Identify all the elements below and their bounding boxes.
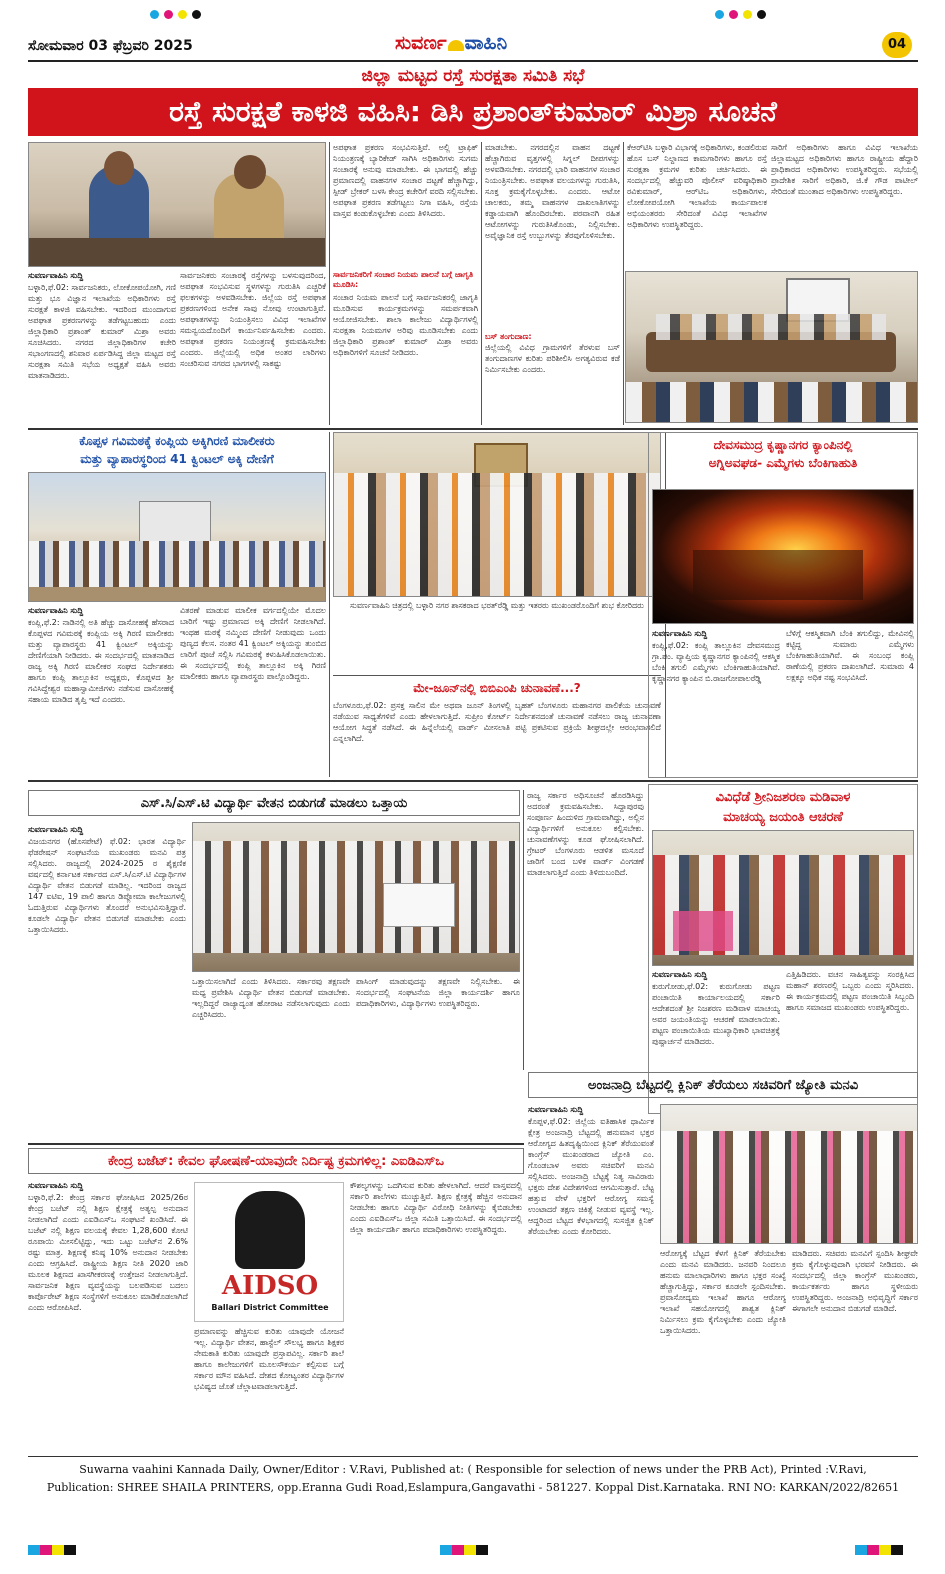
felicitation-photo [333, 432, 661, 597]
scholarship-col-2: ಒತ್ತಾಯಿಸಲಾಗಿದೆ ಎಂದು ತಿಳಿಸಿದರು. ಸರ್ಕಾರವು ತಕ್ಷಣವೇ ಮಧ್ಯ ಪ್ರವೇಶಿಸಿ ವಿದ್ಯಾರ್ಥಿ ವೇತನ ಬಿಡುಗಡೆ ಮಾಡಬೇಕು. ಇಲ್ಲದಿದ್ದರೆ ರಾಜ್ಯಾದ್ಯಂತ ಹೋರಾಟ ನಡೆಸಲಾಗುವುದು ಎಂದು ಎಚ್ಚರಿಸಿದರು. [192, 977, 350, 1019]
scholarship-col-4: ರಾಜ್ಯ ಸರ್ಕಾರ ಅಧಿಸೂಚನೆ ಹೊರಡಿಸಿದ್ದು ಅದರಂತೆ ಕ್ರಮವಹಿಸಬೇಕು. ಸಿದ್ದಾಪುರವು ಸಂಪೂರ್ಣ ಹಿಂದುಳಿದ ಗ್ರಾಮವಾಗಿದ್ದು, ಅಲ್ಲಿನ ವಿದ್ಯಾರ್ಥಿಗಳಿಗೆ ಅನುಕೂಲ ಕಲ್ಪಿಸಬೇಕು. ಚುನಾವಣೆಗಳನ್ನು ಕೂಡ ಘೋಷಿಸಲಾಗಿದೆ. ಗ್ರೇಟರ್ ಬೆಂಗಳೂರು ಆಡಳಿತ ಮಸೂದೆ ಜಾರಿಗೆ ಬಂದ ಬಳಿಕ ವಾರ್ಡ್ ವಿಂಗಡಣೆ ಮಾಡಲಾಗುತ್ತಿದೆ ಎಂದು ತಿಳಿದುಬಂದಿದೆ. [527, 791, 644, 877]
scholarship-col-3: ಪಾಸಿಂಗ್ ಮಾಡುವುದನ್ನು ತಕ್ಷಣವೇ ನಿಲ್ಲಿಸಬೇಕು. ಈ ಸಂದರ್ಭದಲ್ಲಿ ಸಂಘಟನೆಯ ಜಿಲ್ಲಾ ಕಾರ್ಯದರ್ಶಿ ಹಾಗೂ ಪದಾಧಿಕಾರಿಗಳು, ವಿದ್ಯಾರ್ಥಿಗಳು ಉಪಸ್ಥಿತರಿದ್ದರು. [356, 977, 520, 1008]
aidso-logo-subtext: Ballari District Committee [211, 1303, 329, 1312]
lead-col-5: ಕೆಆರ್‌ಟಿಸಿ ಬಳ್ಳಾರಿ ವಿಭಾಗಕ್ಕೆ ಅಧಿಕಾರಿಗಳು, ಕಂಡಲಿರುವ ಹೊಸ ಬಸ್ ನಿಲ್ದಾಣದ ಕಾಮಗಾರಿಗಳು ಹಾಗೂ ರಸ್ತೆ ಸುರಕ್ಷತಾ ಕ್ರಮಗಳ ಕುರಿತು ಚರ್ಚಿಸಿದರು. ಈ ಸಂದರ್ಭದಲ್ಲಿ ಹೆಚ್ಚುವರಿ ಪೊಲೀಸ್ ವರಿಷ್ಠಾಧಿಕಾರಿ ರವಿಕುಮಾರ್, ಆರ್‌ಟಿಒ ಅಧಿಕಾರಿಗಳು, ಲೋಕೋಪಯೋಗಿ ಇಲಾಖೆಯ ಕಾರ್ಯಪಾಲಕ ಅಭಿಯಂತರರು ಸೇರಿದಂತೆ ವಿವಿಧ ಇಲಾಖೆಗಳ ಅಧಿಕಾರಿಗಳು ಉಪಸ್ಥಿತರಿದ್ದರು. [627, 143, 767, 229]
lead-col-1: ಬಳ್ಳಾರಿ,ಫೆ.02: ಸಾರ್ವಜನಿಕರು, ಲೋಕೋಪಯೋಗಿ, ಗಣಿ ಮತ್ತು ಭೂ ವಿಜ್ಞಾನ ಇಲಾಖೆಯ ಅಧಿಕಾರಿಗಳು ರಸ್ತೆ ಸುರಕ್ಷತೆ ಕಾಳಜಿ ವಹಿಸಬೇಕು. ಇದರಿಂದ ಮುಂದಾಗುವ ಅಪಘಾತ ಪ್ರಕರಣಗಳನ್ನು ತಡೆಗಟ್ಟಬಹುದು ಎಂದು ಜಿಲ್ಲಾಧಿಕಾರಿ ಪ್ರಶಾಂತ್ ಕುಮಾರ್ ಮಿಶ್ರಾ ಅವರು ಸೂಚಿಸಿದರು. ನಗರದ ಜಿಲ್ಲಾಧಿಕಾರಿಗಳ ಕಚೇರಿ ಸಭಾಂಗಣದಲ್ಲಿ ಶನಿವಾರ ಏರ್ಪಡಿಸಿದ್ದ ಜಿಲ್ಲಾ ಮಟ್ಟದ ರಸ್ತೆ ಸುರಕ್ಷತಾ ಸಮಿತಿ ಸಭೆಯ ಅಧ್ಯಕ್ಷತೆ ವಹಿಸಿ ಅವರು ಮಾತನಾಡಿದರು. [28, 283, 176, 380]
budget-credit: ಸುವರ್ಣವಾಹಿನಿ ಸುದ್ದಿ [28, 1181, 84, 1190]
newspaper-logo: ಸುವರ್ಣ ವಾಹಿನಿ [395, 32, 508, 54]
color-bar-left [28, 1545, 76, 1555]
registration-dots [150, 10, 201, 19]
felicitation-caption: ಸುವರ್ಣವಾಹಿನಿ ಚಿತ್ರದಲ್ಲಿ ಬಳ್ಳಾರಿ ನಗರ ಶಾಸಕರಾದ ಭರತ್‌ರೆಡ್ಡಿ ಮತ್ತು ಇತರರು ಮುಖಂಡರೊಂದಿಗೆ ಶುಭ ಕೋರಿದರು [350, 601, 644, 610]
anjanadri-col-1: ಕೊಪ್ಪಳ,ಫೆ.02: ಜಿಲ್ಲೆಯ ಐತಿಹಾಸಿಕ ಧಾರ್ಮಿಕ ಕ್ಷೇತ್ರ ಅಂಜನಾದ್ರಿ ಬೆಟ್ಟದಲ್ಲಿ ಹನುಮಾನ ಭಕ್ತರ ಆರೋಗ್ಯದ ಹಿತದೃಷ್ಟಿಯಿಂದ ಕ್ಲಿನಿಕ್ ತೆರೆಯುವಂತೆ ಕಾಂಗ್ರೆಸ್ ಮುಖಂಡರಾದ ಜ್ಯೋತಿ ಎಂ. ಗೊಂಡಬಾಳ ಅವರು ಸಚಿವರಿಗೆ ಮನವಿ ಸಲ್ಲಿಸಿದರು. ಅಂಜನಾದ್ರಿ ಬೆಟ್ಟಕ್ಕೆ ನಿತ್ಯ ಸಾವಿರಾರು ಭಕ್ತರು ದೇಶ ವಿದೇಶಗಳಿಂದ ಆಗಮಿಸುತ್ತಾರೆ. ಬೆಟ್ಟ ಹತ್ತುವ ವೇಳೆ ಭಕ್ತರಿಗೆ ಆರೋಗ್ಯ ಸಮಸ್ಯೆ ಉಂಟಾದರೆ ತಕ್ಷಣ ಚಿಕಿತ್ಸೆ ನೀಡುವ ವ್ಯವಸ್ಥೆ ಇಲ್ಲ. ಆದ್ದರಿಂದ ಬೆಟ್ಟದ ಕೆಳಭಾಗದಲ್ಲಿ ಸುಸಜ್ಜಿತ ಕ್ಲಿನಿಕ್ ತೆರೆಯಬೇಕು ಎಂದು ಕೋರಿದರು. [528, 1117, 654, 1236]
fist-icon [235, 1191, 305, 1269]
budget-headline: ಕೇಂದ್ರ ಬಜೆಟ್: ಕೇವಲ ಘೋಷಣೆ-ಯಾವುದೇ ನಿರ್ದಿಷ್ಟ ಕ್ರಮಗಳಿಲ್ಲ: ಎಐಡಿಎಸ್‌ಒ [28, 1148, 524, 1174]
anjanadri-credit: ಸುವರ್ಣವಾಹಿನಿ ಸುದ್ದಿ [528, 1105, 584, 1114]
scholarship-credit: ಸುವರ್ಣವಾಹಿನಿ ಸುದ್ದಿ [28, 825, 84, 834]
lead-headline: ರಸ್ತೆ ಸುರಕ್ಷತೆ ಕಾಳಜಿ ವಹಿಸಿ: ಡಿಸಿ ಪ್ರಶಾಂತ್‌ಕುಮಾರ್ ಮಿಶ್ರಾ ಸೂಚನೆ [28, 88, 918, 136]
lead-col-4: ಮಾಡಬೇಕು. ನಗರದಲ್ಲಿನ ವಾಹನ ದಟ್ಟಣೆ ಹೆಚ್ಚಾಗಿರುವ ವೃತ್ತಗಳಲ್ಲಿ ಸಿಗ್ನಲ್ ದೀಪಗಳನ್ನು ಅಳವಡಿಸಬೇಕು. ನಗರದಲ್ಲಿ ಭಾರಿ ವಾಹನಗಳ ಸಂಚಾರ ನಿಯಂತ್ರಿಸಬೇಕು. ಅಪಘಾತ ವಲಯಗಳನ್ನು ಗುರುತಿಸಿ, ಸೂಕ್ತ ಕ್ರಮಕೈಗೊಳ್ಳಬೇಕು. ಎಂದರು. ಆಟೋ ಚಾಲಕರು, ತಮ್ಮ ವಾಹನಗಳ ದಾಖಲಾತಿಗಳನ್ನು ಕಡ್ಡಾಯವಾಗಿ ಹೊಂದಿರಬೇಕು. ಪರವಾನಗಿ ರಹಿತ ಆಟೋಗಳನ್ನು ಗುರುತಿಸಿಕೊಂಡು, ನಿಲ್ಲಿಸಬೇಕು. ಅವೈಜ್ಞಾನಿಕ ರಸ್ತೆ ಉಬ್ಬುಗಳನ್ನು ತೆರವುಗೊಳಿಸಬೇಕು. [485, 143, 620, 240]
anjanadri-photo [660, 1104, 918, 1244]
koppal-headline: ಕೊಪ್ಪಳ ಗವಿಮಠಕ್ಕೆ ಕಂಪ್ಲಿಯ ಅಕ್ಕಿಗಿರಣಿ ಮಾಲೀಕರು ಮತ್ತು ವ್ಯಾಪಾರಸ್ಥರಿಂದ 41 ಕ್ವಿಂಟಲ್ ಅಕ್ಕಿ ದೇಣಿಗೆ [79, 434, 275, 466]
bbmp-headline: ಮೇ-ಜೂನ್‌ನಲ್ಲಿ ಬಿಬಿಎಂಪಿ ಚುನಾವಣೆ...? [413, 681, 581, 695]
anjanadri-headline: ಅಂಜನಾದ್ರಿ ಬೆಟ್ಟದಲ್ಲಿ ಕ್ಲಿನಿಕ್ ತೆರೆಯಲು ಸಚಿವರಿಗೆ ಜ್ಯೋತಿ ಮನವಿ [528, 1072, 918, 1098]
aidso-logo [194, 1182, 344, 1322]
masthead [0, 0, 945, 62]
lead-col-6: ಸಾರಿಗೆ ಅಧಿಕಾರಿಗಳು ಹಾಗೂ ವಿವಿಧ ಇಲಾಖೆಯ ಜಿಲ್ಲಾಮಟ್ಟದ ಅಧಿಕಾರಿಗಳು ಹಾಗೂ ರಾಷ್ಟ್ರೀಯ ಹೆದ್ದಾರಿ ಪ್ರಾಧಿಕಾರದ ಅಧಿಕಾರಿಗಳು ಉಪಸ್ಥಿತರಿದ್ದರು. ಸಭೆಯಲ್ಲಿ ಪ್ರಾದೇಶಿಕ ಸಾರಿಗೆ ಅಧಿಕಾರಿ, ಜಿ.ಕೆ ಗೌಡ ಪಾಟೀಲ್ ಸೇರಿದಂತೆ ಮುಂತಾದ ಅಧಿಕಾರಿಗಳು ಉಪಸ್ಥಿತರಿದ್ದರು. [771, 143, 918, 196]
budget-col-2: ಪ್ರಮಾಣವನ್ನು ಹೆಚ್ಚಿಸುವ ಕುರಿತು ಯಾವುದೇ ಯೋಜನೆ ಇಲ್ಲ. ವಿದ್ಯಾರ್ಥಿ ವೇತನ, ಹಾಸ್ಟೆಲ್ ಸೌಲಭ್ಯ ಹಾಗೂ ಶಿಕ್ಷಕರ ನೇಮಕಾತಿ ಕುರಿತು ಯಾವುದೇ ಪ್ರಸ್ತಾಪವಿಲ್ಲ. ಸರ್ಕಾರಿ ಶಾಲೆ ಹಾಗೂ ಕಾಲೇಜುಗಳಿಗೆ ಮೂಲಸೌಕರ್ಯ ಕಲ್ಪಿಸುವ ಬಗ್ಗೆ ಸರ್ಕಾರ ಮೌನ ವಹಿಸಿದೆ. ದೇಶದ ಕೋಟ್ಯಂತರ ವಿದ್ಯಾರ್ಥಿಗಳ ಭವಿಷ್ಯದ ಜೊತೆ ಚೆಲ್ಲಾಟವಾಡಲಾಗುತ್ತಿದೆ. [194, 1327, 344, 1391]
fire-credit: ಸುವರ್ಣವಾಹಿನಿ ಸುದ್ದಿ [652, 629, 708, 638]
budget-col-1: ಬಳ್ಳಾರಿ,ಫೆ.2: ಕೇಂದ್ರ ಸರ್ಕಾರ ಘೋಷಿಸಿದ 2025/26ರ ಕೇಂದ್ರ ಬಜೆಟ್ ನಲ್ಲಿ ಶಿಕ್ಷಣ ಕ್ಷೇತ್ರಕ್ಕೆ ಅತ್ಯಲ್ಪ ಅನುದಾನ ನೀಡಲಾಗಿದೆ ಎಂದು ಎಐಡಿಎಸ್‌ಒ ಸಂಘಟನೆ ಖಂಡಿಸಿದೆ. ಈ ಬಜೆಟ್ ನಲ್ಲಿ ಶಿಕ್ಷಣ ವಲಯಕ್ಕೆ ಕೇವಲ 1,28,600 ಕೋಟಿ ರೂಪಾಯಿ ಮೀಸಲಿಟ್ಟಿದ್ದು, ಇದು ಒಟ್ಟು ಬಜೆಟ್‌ನ 2.6% ರಷ್ಟು ಮಾತ್ರ. ಶಿಕ್ಷಣಕ್ಕೆ ಕನಿಷ್ಠ 10% ಅನುದಾನ ನೀಡಬೇಕು ಎಂದು ಆಗ್ರಹಿಸಿದೆ. ರಾಷ್ಟ್ರೀಯ ಶಿಕ್ಷಣ ನೀತಿ 2020 ಜಾರಿ ಮೂಲಕ ಶಿಕ್ಷಣದ ಖಾಸಗೀಕರಣಕ್ಕೆ ಉತ್ತೇಜನ ನೀಡಲಾಗುತ್ತಿದೆ. ಸಾರ್ವಜನಿಕ ಶಿಕ್ಷಣ ವ್ಯವಸ್ಥೆಯನ್ನು ಬಲಪಡಿಸುವ ಬದಲು ಕಾರ್ಪೊರೇಟ್ ಶಿಕ್ಷಣ ಸಂಸ್ಥೆಗಳಿಗೆ ಅನುಕೂಲ ಮಾಡಿಕೊಡಲಾಗಿದೆ ಎಂದು ಆರೋಪಿಸಿದೆ. [28, 1193, 188, 1312]
lead-col-2: ಸಾರ್ವಜನಿಕರು ಸಂಚಾರಕ್ಕೆ ರಸ್ತೆಗಳನ್ನು ಬಳಸುವುದರಿಂದ, ಅಪಘಾತ ಸಂಭವಿಸುವ ಸ್ಥಳಗಳನ್ನು ಗುರುತಿಸಿ ಎಚ್ಚರಿಕೆ ಫಲಕಗಳನ್ನು ಅಳವಡಿಸಬೇಕು. ಜಿಲ್ಲೆಯ ರಸ್ತೆ ಅಪಘಾತ ಪ್ರಕರಣಗಳಿಂದ ಅನೇಕ ಸಾವು ನೋವು ಉಂಟಾಗುತ್ತಿವೆ. ಅಪಘಾತಗಳನ್ನು ನಿಯಂತ್ರಿಸಲು ವಿವಿಧ ಇಲಾಖೆಗಳ ಸಮನ್ವಯದೊಂದಿಗೆ ಕಾರ್ಯನಿರ್ವಹಿಸಬೇಕು ಎಂದರು. ಅಪಘಾತ ಪ್ರಕರಣ ನಿಯಂತ್ರಣಕ್ಕೆ ಕ್ರಮವಹಿಸಬೇಕು ಎಂದರು. ಜಿಲ್ಲೆಯಲ್ಲಿ ಅಧಿಕ ಅಂತರ ಲಾರಿಗಳು ಸಂಚರಿಸುವ ನಗರದ ಭಾಗಗಳಲ್ಲಿ ಸಾಕಷ್ಟು [180, 271, 326, 368]
lead-photo-meeting-hall [625, 271, 918, 423]
page-number: 04 [882, 32, 912, 58]
koppal-col-1: ಕಂಪ್ಲಿ,ಫೆ.2: ನಾಡಿನಲ್ಲಿ ಅತಿ ಹೆಚ್ಚು ದಾಸೋಹಕ್ಕೆ ಹೆಸರಾದ ಕೊಪ್ಪಳದ ಗವಿಮಠಕ್ಕೆ ಕಂಪ್ಲಿಯ ಅಕ್ಕಿ ಗಿರಣಿ ಮಾಲೀಕರು ಮತ್ತು ವ್ಯಾಪಾರಸ್ಥರು 41 ಕ್ವಿಂಟಲ್ ಅಕ್ಕಿಯನ್ನು ದೇಣಿಗೆಯಾಗಿ ನೀಡಿದರು. ಈ ಸಂದರ್ಭದಲ್ಲಿ ಮಾತನಾಡಿದ ರಾಜ್ಯ ಅಕ್ಕಿ ಗಿರಣಿ ಮಾಲೀಕರ ಸಂಘದ ನಿರ್ದೇಶಕರು ಹಾಗೂ ಕಂಪ್ಲಿ ತಾಲ್ಲೂಕಿನ ಅಧ್ಯಕ್ಷರು, ಕೊಪ್ಪಳದ ಶ್ರೀ ಗವಿಸಿದ್ದೇಶ್ವರ ಮಹಾಸ್ವಾಮೀಜಿಗಳು ನಡೆಸುವ ದಾಸೋಹಕ್ಕೆ ಸಹಾಯ ಮಾಡಿದ ತೃಪ್ತಿ ಇದೆ ಎಂದರು. [28, 618, 174, 704]
scholarship-headline: ಎಸ್.ಸಿ/ಎಸ್.ಟಿ ವಿದ್ಯಾರ್ಥಿ ವೇತನ ಬಿಡುಗಡೆ ಮಾಡಲು ಒತ್ತಾಯ [28, 790, 520, 816]
lead-photo-dc-meeting [28, 142, 326, 267]
fire-headline: ದೇವಸಮುದ್ರ ಕೃಷ್ಣಾನಗರ ಕ್ಯಾಂಪಿನಲ್ಲಿ ಅಗ್ನಿಅವಘಡ- ಎಮ್ಮೆಗಳು ಬೆಂಕಿಗಾಹುತಿ [708, 438, 858, 470]
color-bar-center [440, 1545, 488, 1555]
imprint-line-1: Suwarna vaahini Kannada Daily, Owner/Editor : V.Ravi, Published at: ( Responsible for selection of news under the PRB Act), Printed :V.Ravi, [79, 1463, 867, 1476]
lead-col-4-bottom: ಜಿಲ್ಲೆಯಲ್ಲಿ ವಿವಿಧ ಗ್ರಾಮಗಳಿಗೆ ತೆರಳುವ ಬಸ್ ತಂಗುದಾಣಗಳ ಕುರಿತು ಪರಿಶೀಲಿಸಿ ಅಗತ್ಯವಿರುವ ಕಡೆ ನಿರ್ಮಿಸಬೇಕು ಎಂದರು. [485, 343, 620, 374]
fire-col-2: ಬೆಳಿಗ್ಗೆ ಆಕಸ್ಮಿಕವಾಗಿ ಬೆಂಕಿ ತಗುಲಿದ್ದು, ಮೇವಿನಲ್ಲಿ ಕಟ್ಟಿದ್ದ ಸುಮಾರು ಎಮ್ಮೆಗಳು ಬೆಂಕಿಗಾಹುತಿಯಾಗಿವೆ. ಈ ಸಂಬಂಧ ಕಂಪ್ಲಿ ಠಾಣೆಯಲ್ಲಿ ಪ್ರಕರಣ ದಾಖಲಾಗಿದೆ. ಸುಮಾರು 4 ಲಕ್ಷಕ್ಕೂ ಅಧಿಕ ನಷ್ಟ ಸಂಭವಿಸಿದೆ. [786, 629, 914, 682]
anjanadri-col-3: ಮಾಡಿದರು. ಸಚಿವರು ಮನವಿಗೆ ಸ್ಪಂದಿಸಿ ಶೀಘ್ರವೇ ಕ್ರಮ ಕೈಗೊಳ್ಳುವುದಾಗಿ ಭರವಸೆ ನೀಡಿದರು. ಈ ಸಂದರ್ಭದಲ್ಲಿ ಜಿಲ್ಲಾ ಕಾಂಗ್ರೆಸ್ ಮುಖಂಡರು, ಕಾರ್ಯಕರ್ತರು ಹಾಗೂ ಸ್ಥಳೀಯರು ಉಪಸ್ಥಿತರಿದ್ದರು. ಅಂಜನಾದ್ರಿ ಅಭಿವೃದ್ಧಿಗೆ ಸರ್ಕಾರ ಈಗಾಗಲೇ ಅನುದಾನ ಬಿಡುಗಡೆ ಮಾಡಿದೆ. [792, 1249, 918, 1313]
fire-photo [652, 489, 914, 624]
anjanadri-col-2: ಆರೋಗ್ಯಕ್ಕೆ ಬೆಟ್ಟದ ಕೆಳಗೆ ಕ್ಲಿನಿಕ್ ತೆರೆಯಬೇಕು ಎಂದು ಮನವಿ ಮಾಡಿದರು. ಜನವರಿ ನಿಂದಲೂ ಹನುಮ ಮಾಲಾಧಾರಿಗಳು ಹಾಗೂ ಭಕ್ತರ ಸಂಖ್ಯೆ ಹೆಚ್ಚಾಗುತ್ತಿದ್ದು, ಸರ್ಕಾರ ಕೂಡಲೇ ಸ್ಪಂದಿಸಬೇಕು. ಪ್ರವಾಸೋದ್ಯಮ ಇಲಾಖೆ ಹಾಗೂ ಆರೋಗ್ಯ ಇಲಾಖೆ ಸಹಯೋಗದಲ್ಲಿ ಶಾಶ್ವತ ಕ್ಲಿನಿಕ್ ನಿರ್ಮಿಸಲು ಕ್ರಮ ಕೈಗೊಳ್ಳಬೇಕು ಎಂದು ಜ್ಯೋತಿ ಒತ್ತಾಯಿಸಿದರು. [660, 1249, 786, 1335]
koppal-photo-rice-truck [28, 472, 326, 602]
madivala-photo [652, 830, 914, 966]
aidso-logo-text: AIDSO [221, 1271, 319, 1301]
lead-kicker: ಜಿಲ್ಲಾ ಮಟ್ಟದ ರಸ್ತೆ ಸುರಕ್ಷತಾ ಸಮಿತಿ ಸಭೆ [361, 66, 585, 86]
madivala-headline: ವಿವಿಧೆಡೆ ಶ್ರೀನಿಜಶರಣ ಮಡಿವಾಳ ಮಾಚಯ್ಯ ಜಯಂತಿ ಆಚರಣೆ [715, 790, 851, 825]
lead-credit: ಸುವರ್ಣವಾಹಿನಿ ಸುದ್ದಿ [28, 271, 84, 280]
sun-logo-icon [447, 37, 465, 51]
koppal-credit: ಸುವರ್ಣವಾಹಿನಿ ಸುದ್ದಿ [28, 606, 84, 615]
scholarship-photo [192, 822, 520, 972]
koppal-col-2: ವಿತರಣೆ ಮಾಡುವ ಮಾಲೀಕ ವರ್ಗದಲ್ಲಿಯೇ ಮೊದಲ ಬಾರಿಗೆ ಇಷ್ಟು ಪ್ರಮಾಣದ ಅಕ್ಕಿ ದೇಣಿಗೆ ನೀಡಲಾಗಿದೆ. ಇಂಥಹ ಮಠಕ್ಕೆ ನಮ್ಮಿಂದ ದೇಣಿಗೆ ನೀಡುವುದು ಒಂದು ಪುಣ್ಯದ ಕೆಲಸ. ನಂತರ 41 ಕ್ವಿಂಟಲ್ ಅಕ್ಕಿಯನ್ನು ತುಂಬಿದ ಲಾರಿಗೆ ಪೂಜೆ ಸಲ್ಲಿಸಿ ಗವಿಮಠಕ್ಕೆ ಕಳುಹಿಸಿಕೊಡಲಾಯಿತು. ಈ ಸಂದರ್ಭದಲ್ಲಿ ಕಂಪ್ಲಿ ತಾಲ್ಲೂಕಿನ ಅಕ್ಕಿ ಗಿರಣಿ ಮಾಲೀಕರು ಹಾಗೂ ವ್ಯಾಪಾರಸ್ಥರು ಪಾಲ್ಗೊಂಡಿದ್ದರು. [180, 606, 326, 681]
color-bar-right [855, 1545, 903, 1555]
bbmp-body: ಬೆಂಗಳೂರು,ಫೆ.02: ಪ್ರಸಕ್ತ ಸಾಲಿನ ಮೇ ಅಥವಾ ಜೂನ್ ತಿಂಗಳಲ್ಲಿ ಬೃಹತ್ ಬೆಂಗಳೂರು ಮಹಾನಗರ ಪಾಲಿಕೆಯ ಚುನಾವಣೆ ನಡೆಯುವ ಸಾಧ್ಯತೆಗಳಿವೆ ಎಂದು ಹೇಳಲಾಗುತ್ತಿದೆ. ಸುಪ್ರೀಂ ಕೋರ್ಟ್ ನಿರ್ದೇಶನದಂತೆ ಚುನಾವಣೆ ನಡೆಸಲು ರಾಜ್ಯ ಚುನಾವಣಾ ಆಯೋಗ ಸಿದ್ಧತೆ ನಡೆಸಿದೆ. ಈ ಹಿನ್ನೆಲೆಯಲ್ಲಿ ವಾರ್ಡ್ ಮೀಸಲಾತಿ ಪಟ್ಟಿ ಪ್ರಕಟಿಸುವ ಪ್ರಕ್ರಿಯೆ ಶೀಘ್ರದಲ್ಲೇ ಆರಂಭವಾಗಲಿದೆ ಎನ್ನಲಾಗಿದೆ. [333, 701, 661, 743]
budget-col-3: ಕೌಶಲ್ಯಗಳನ್ನು ಒದಗಿಸುವ ಕುರಿತು ಹೇಳಲಾಗಿದೆ. ಆದರೆ ವಾಸ್ತವದಲ್ಲಿ ಸರ್ಕಾರಿ ಶಾಲೆಗಳು ಮುಚ್ಚುತ್ತಿವೆ. ಶಿಕ್ಷಣ ಕ್ಷೇತ್ರಕ್ಕೆ ಹೆಚ್ಚಿನ ಅನುದಾನ ನೀಡಬೇಕು ಹಾಗೂ ವಿದ್ಯಾರ್ಥಿ ವಿರೋಧಿ ನೀತಿಗಳನ್ನು ಕೈಬಿಡಬೇಕು ಎಂದು ಎಐಡಿಎಸ್‌ಒ ಜಿಲ್ಲಾ ಸಮಿತಿ ಒತ್ತಾಯಿಸಿದೆ. ಈ ಸಂದರ್ಭದಲ್ಲಿ ಜಿಲ್ಲಾ ಕಾರ್ಯದರ್ಶಿ ಹಾಗೂ ಪದಾಧಿಕಾರಿಗಳು ಉಪಸ್ಥಿತರಿದ್ದರು. [350, 1181, 522, 1234]
lead-col-3-bottom: ಸಂಚಾರ ನಿಯಮ ಪಾಲನೆ ಬಗ್ಗೆ ಸಾರ್ವಜನಿಕರಲ್ಲಿ ಜಾಗೃತಿ ಮೂಡಿಸುವ ಕಾರ್ಯಕ್ರಮಗಳನ್ನು ಸಮರ್ಪಕವಾಗಿ ಆಯೋಜಿಸಬೇಕು. ಶಾಲಾ ಕಾಲೇಜು ವಿದ್ಯಾರ್ಥಿಗಳಲ್ಲಿ ಸುರಕ್ಷತಾ ನಿಯಮಗಳ ಅರಿವು ಮೂಡಿಸಬೇಕು ಎಂದು ಜಿಲ್ಲಾಧಿಕಾರಿ ಪ್ರಶಾಂತ್ ಕುಮಾರ್ ಮಿಶ್ರಾ ಅವರು ಅಧಿಕಾರಿಗಳಿಗೆ ಸೂಚನೆ ನೀಡಿದರು. [333, 293, 478, 357]
lead-subhead-2: ಬಸ್ ತಂಗುದಾಣ: [485, 332, 532, 341]
scholarship-col-1: ವಿಜಯನಗರ (ಹೊಸಪೇಟೆ) ಫೆ.02: ಭಾರತ ವಿದ್ಯಾರ್ಥಿ ಫೆಡರೇಷನ್ ಸಂಘಟನೆಯ ಮುಖಂಡರು ಮನವಿ ಪತ್ರ ಸಲ್ಲಿಸಿದರು. ರಾಜ್ಯದಲ್ಲಿ 2024-2025 ರ ಶೈಕ್ಷಣಿಕ ವರ್ಷದಲ್ಲಿ ಕರ್ನಾಟಕ ಸರ್ಕಾರದ ಎಸ್.ಸಿ/ಎಸ್.ಟಿ ವಿದ್ಯಾರ್ಥಿಗಳ ವಿದ್ಯಾರ್ಥಿ ವೇತನ ಬಿಡುಗಡೆ ಮಾಡಿಲ್ಲ. ಇದರಿಂದ ರಾಜ್ಯದ 147 ಐಟಿಐ, 19 ಪಾಲಿ ಹಾಗೂ ಡಿಪ್ಲೋಮಾ ಕಾಲೇಜುಗಳಲ್ಲಿ ಓದುತ್ತಿರುವ ವಿದ್ಯಾರ್ಥಿಗಳು ತೊಂದರೆ ಅನುಭವಿಸುತ್ತಿದ್ದಾರೆ. ಕೂಡಲೇ ವಿದ್ಯಾರ್ಥಿ ವೇತನ ಬಿಡುಗಡೆ ಮಾಡಬೇಕು ಎಂದು ಒತ್ತಾಯಿಸಿದರು. [28, 837, 186, 934]
lead-subhead-1: ಸಾರ್ವಜನಿಕರಿಗೆ ಸಂಚಾರ ನಿಯಮ ಪಾಲನೆ ಬಗ್ಗೆ ಜಾಗೃತಿ ಮೂಡಿಸಿ: [333, 270, 474, 289]
fire-col-1: ಕಂಪ್ಲಿ,ಫೆ.02: ಕಂಪ್ಲಿ ತಾಲ್ಲೂಕಿನ ದೇವಸಮುದ್ರ ಗ್ರಾ.ಪಂ. ವ್ಯಾಪ್ತಿಯ ಕೃಷ್ಣಾನಗರ ಕ್ಯಾಂಪಿನಲ್ಲಿ ಆಕಸ್ಮಿಕ ಬೆಂಕಿ ತಗುಲಿ ಎಮ್ಮೆಗಳು ಬೆಂಕಿಗಾಹುತಿಯಾಗಿವೆ. ಕೃಷ್ಣಾನಗರ ಕ್ಯಾಂಪಿನ ಬಿ.ರಾಜಗೋಪಾಲರೆಡ್ಡಿ [652, 641, 780, 683]
issue-date: ಸೋಮವಾರ 03 ಫೆಬ್ರವರಿ 2025 [28, 38, 193, 54]
madivala-col-1: ಕುರುಗೋಡು,ಫೆ.02: ಕುರುಗೋಡು ಪಟ್ಟಣ ಪಂಚಾಯಿತಿ ಕಾರ್ಯಾಲಯದಲ್ಲಿ ಸರ್ಕಾರಿ ಆದೇಶದಂತೆ ಶ್ರೀ ನಿಜಶರಣ ಮಡಿವಾಳ ಮಾಚಯ್ಯ ಅವರ ಜಯಂತಿಯನ್ನು ಆಚರಣೆ ಮಾಡಲಾಯಿತು. ಪಟ್ಟಣ ಪಂಚಾಯಿತಿಯ ಮುಖ್ಯಾಧಿಕಾರಿ ಭಾವಚಿತ್ರಕ್ಕೆ ಪುಷ್ಪಾರ್ಚನೆ ಮಾಡಿದರು. [652, 982, 780, 1046]
lead-col-3-top: ಅಪಘಾತ ಪ್ರಕರಣ ಸಂಭವಿಸುತ್ತಿವೆ. ಅಲ್ಲಿ ಟ್ರಾಫಿಕ್ ನಿಯಂತ್ರಣಕ್ಕೆ ಬ್ಯಾರಿಕೇಡ್ ಸಾಗಿಸಿ ಅಧಿಕಾರಿಗಳು ಸುಗಮ ಸಂಚಾರಕ್ಕೆ ಅನುವು ಮಾಡಬೇಕು. ಈ ಭಾಗದಲ್ಲಿ ಹೆಚ್ಚು ಪ್ರಮಾಣದಲ್ಲಿ ವಾಹನಗಳ ಸಂಚಾರ ದಟ್ಟಣೆ ಹೆಚ್ಚಾಗಿದ್ದು, ಸ್ಪೀಡ್ ಬ್ರೇಕರ್ ಬಳಸಿ ಕೇಂದ್ರ ಕಚೇರಿಗೆ ವರದಿ ಸಲ್ಲಿಸಬೇಕು. ಅಪಘಾತ ಪ್ರಕರಣ ತಡೆಗಟ್ಟಲು ನಿಗಾ ವಹಿಸಿ, ರಸ್ತೆಯ ವಾಸ್ತವ ಕಂಡುಕೊಳ್ಳಬೇಕು ಎಂದು ತಿಳಿಸಿದರು. [333, 143, 478, 218]
madivala-col-2: ಎತ್ತಿಹಿಡಿದರು. ವಚನ ಸಾಹಿತ್ಯವನ್ನು ಸಂರಕ್ಷಿಸಿದ ಮಹಾನ್ ಶರಣರಲ್ಲಿ ಒಬ್ಬರು ಎಂದು ಸ್ಮರಿಸಿದರು. ಈ ಕಾರ್ಯಕ್ರಮದಲ್ಲಿ ಪಟ್ಟಣ ಪಂಚಾಯಿತಿ ಸಿಬ್ಬಂದಿ ಹಾಗೂ ಸಮಾಜದ ಮುಖಂಡರು ಉಪಸ್ಥಿತರಿದ್ದರು. [786, 970, 914, 1012]
madivala-credit: ಸುವರ್ಣವಾಹಿನಿ ಸುದ್ದಿ [652, 970, 708, 979]
imprint-line-2: Publication: SHREE SHAILA PRINTERS, opp.Eranna Gudi Road,Eslampura,Gangavathi - 581227. Koppal Dist.Karnataka. RNI NO: KARKAN/2022/82651 [46, 1481, 900, 1494]
